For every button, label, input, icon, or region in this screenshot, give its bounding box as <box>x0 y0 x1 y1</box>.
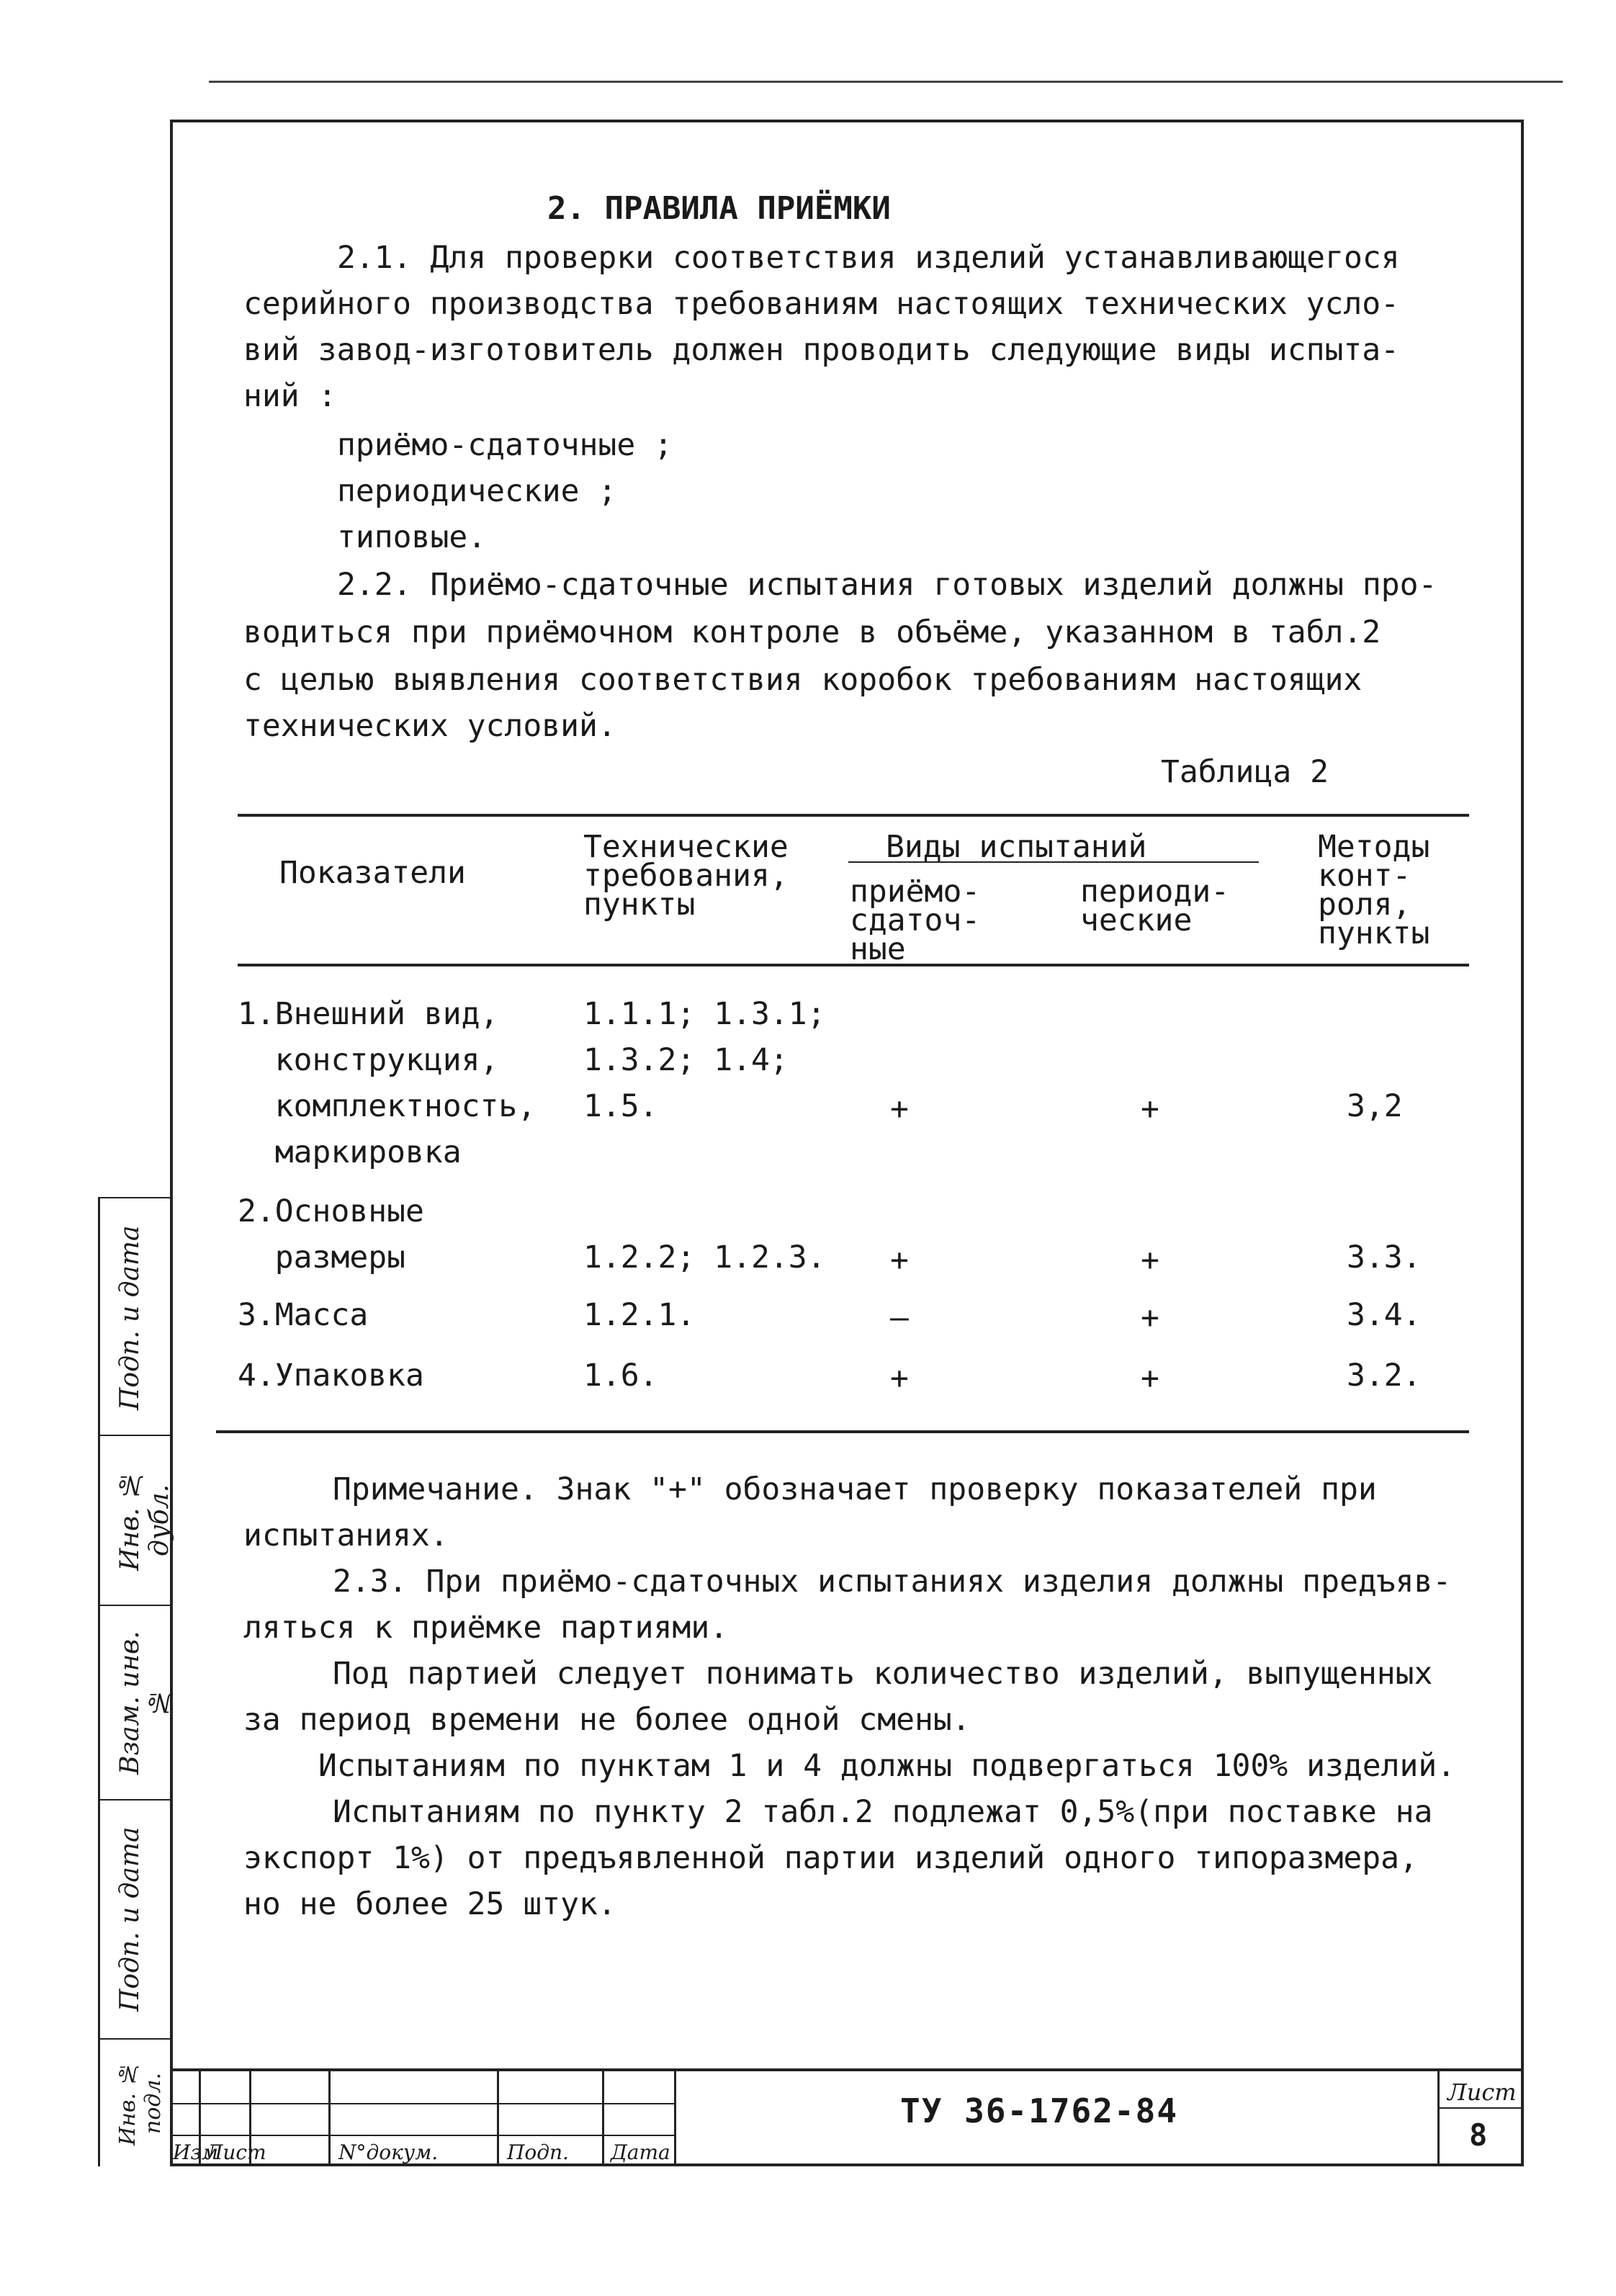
row-req-line: 1.6. <box>583 1358 658 1394</box>
title-block-col-label: N°докум. <box>338 2140 439 2164</box>
row-periodic-mark: + <box>1141 1242 1159 1278</box>
row-name-line: конструкция, <box>238 1042 499 1078</box>
note-line: за период времени не более одной смены. <box>243 1702 971 1738</box>
side-stamp-label: Подп. и дата <box>115 1826 145 2012</box>
header-acceptance-line: ные <box>850 931 906 967</box>
list-item: типовые. <box>337 519 487 555</box>
paragraph-line: 2.2. Приёмо-сдаточные испытания готовых изделий должны про- <box>337 567 1437 603</box>
row-name-line: 1.Внешний вид, <box>238 996 499 1032</box>
side-stamp-label: Подп. и дата <box>115 1225 145 1411</box>
row-name-line: 3.Масса <box>238 1297 369 1333</box>
document-code: ТУ 36-1762-84 <box>900 2091 1179 2130</box>
header-periodic-line: периоди- <box>1080 874 1230 910</box>
note-line: но не более 25 штук. <box>243 1886 616 1922</box>
note-line: испытаниях. <box>243 1517 449 1553</box>
note-line: Под партией следует понимать количество изделий, выпущенных <box>333 1656 1433 1692</box>
row-name-line: размеры <box>238 1239 405 1275</box>
table-caption: Таблица 2 <box>1161 754 1329 790</box>
paragraph-line: водиться при приёмочном контроле в объёме, указанном в табл.2 <box>243 614 1381 650</box>
header-tech-req-line: Технические <box>583 829 789 865</box>
header-tech-req-line: требования, <box>583 858 789 894</box>
title-block-col-line <box>1437 2068 1440 2166</box>
sheet-number: 8 <box>1469 2117 1489 2153</box>
row-name-line: 2.Основные <box>238 1193 424 1229</box>
section-title: 2. ПРАВИЛА ПРИЁМКИ <box>547 190 891 227</box>
row-acceptance-mark: – <box>890 1300 909 1336</box>
side-stamp-label: Взам. инв. № <box>115 1631 174 1775</box>
row-method: 3.2. <box>1347 1358 1422 1394</box>
paragraph-line: вий завод-изготовитель должен проводить следующие виды испыта- <box>243 332 1400 368</box>
header-test-kinds-rule <box>848 861 1259 863</box>
row-req-line: 1.5. <box>583 1088 658 1124</box>
paragraph-line: ний : <box>243 378 337 414</box>
row-acceptance-mark: + <box>890 1091 909 1127</box>
title-block-row-rule <box>170 2103 674 2104</box>
side-stamp-divider <box>98 1197 170 1198</box>
header-test-kinds: Виды испытаний <box>886 829 1147 865</box>
note-line: Испытаниям по пунктам 1 и 4 должны подвергаться 100% изделий. <box>318 1748 1456 1784</box>
sheet-label: Лист <box>1447 2078 1517 2106</box>
title-block-top-rule <box>170 2068 1524 2071</box>
paragraph-line: технических условий. <box>243 708 616 744</box>
title-block-col-label: Изм <box>173 2140 218 2164</box>
row-periodic-mark: + <box>1141 1300 1159 1336</box>
note-line: Испытаниям по пункту 2 табл.2 подлежат 0,5%(при поставке на <box>333 1794 1433 1830</box>
list-item: приёмо-сдаточные ; <box>337 427 673 463</box>
title-block-col-line <box>674 2068 676 2166</box>
title-block-col-line <box>602 2068 604 2166</box>
row-req-line: 1.3.2; 1.4; <box>583 1042 789 1078</box>
side-stamp-label: Инв. № дубл. <box>115 1470 174 1571</box>
row-name-line: 4.Упаковка <box>238 1358 424 1394</box>
header-methods-line: Методы <box>1318 829 1430 865</box>
side-stamp-divider <box>98 1799 170 1801</box>
title-block-col-label: Дата <box>611 2140 670 2164</box>
paragraph-line: серийного производства требованиям настоящих технических усло- <box>243 286 1400 322</box>
title-block-col-label: Подп. <box>507 2140 569 2164</box>
side-stamp-divider <box>98 1435 170 1436</box>
note-line: Примечание. Знак "+" обозначает проверку показателей при <box>333 1471 1377 1507</box>
table-top-rule <box>238 814 1469 817</box>
header-acceptance-line: приёмо- <box>850 874 981 910</box>
note-line: экспорт 1%) от предъявленной партии изделий одного типоразмера, <box>243 1840 1418 1876</box>
row-method: 3.3. <box>1347 1239 1422 1275</box>
row-name-line: маркировка <box>238 1134 462 1170</box>
row-periodic-mark: + <box>1141 1360 1159 1396</box>
table-header-rule <box>238 964 1469 967</box>
row-name-line: комплектность, <box>238 1088 537 1124</box>
row-acceptance-mark: + <box>890 1360 909 1396</box>
title-block-row-rule <box>170 2135 674 2136</box>
paragraph-line: с целью выявления соответствия коробок требованиям настоящих <box>243 662 1363 698</box>
row-req-line: 1.2.1. <box>583 1297 696 1333</box>
note-line: ляться к приёмке партиями. <box>243 1610 729 1646</box>
list-item: периодические ; <box>337 473 617 509</box>
row-method: 3.4. <box>1347 1297 1422 1333</box>
row-acceptance-mark: + <box>890 1242 909 1278</box>
side-stamp-divider <box>98 1605 170 1606</box>
header-periodic-line: ческие <box>1080 902 1193 938</box>
top-border-line <box>209 81 1563 83</box>
header-tech-req-line: пункты <box>583 887 696 923</box>
title-block-col-line <box>328 2068 331 2166</box>
header-methods-line: конт- <box>1318 858 1411 894</box>
sheet-cell-rule <box>1437 2107 1524 2109</box>
paragraph-line: 2.1. Для проверки соответствия изделий устанавливающегося <box>337 240 1400 276</box>
side-stamp-label: Инв. № подл. <box>115 2060 166 2145</box>
row-periodic-mark: + <box>1141 1091 1159 1127</box>
side-stamp-divider <box>98 2038 170 2040</box>
row-req-line: 1.2.2; 1.2.3. <box>583 1239 826 1275</box>
header-methods-line: роля, <box>1318 887 1411 923</box>
note-line: 2.3. При приёмо-сдаточных испытаниях изделия должны предъяв- <box>333 1564 1452 1600</box>
title-block-col-line <box>497 2068 499 2166</box>
header-indicators: Показатели <box>279 855 466 891</box>
table-bottom-rule <box>216 1430 1469 1433</box>
side-stamp-border <box>98 1197 100 2166</box>
row-method: 3,2 <box>1347 1088 1403 1124</box>
header-methods-line: пункты <box>1318 915 1430 951</box>
header-acceptance-line: сдаточ- <box>850 902 981 938</box>
title-block-col-label: Лист <box>206 2140 266 2164</box>
row-req-line: 1.1.1; 1.3.1; <box>583 996 826 1032</box>
